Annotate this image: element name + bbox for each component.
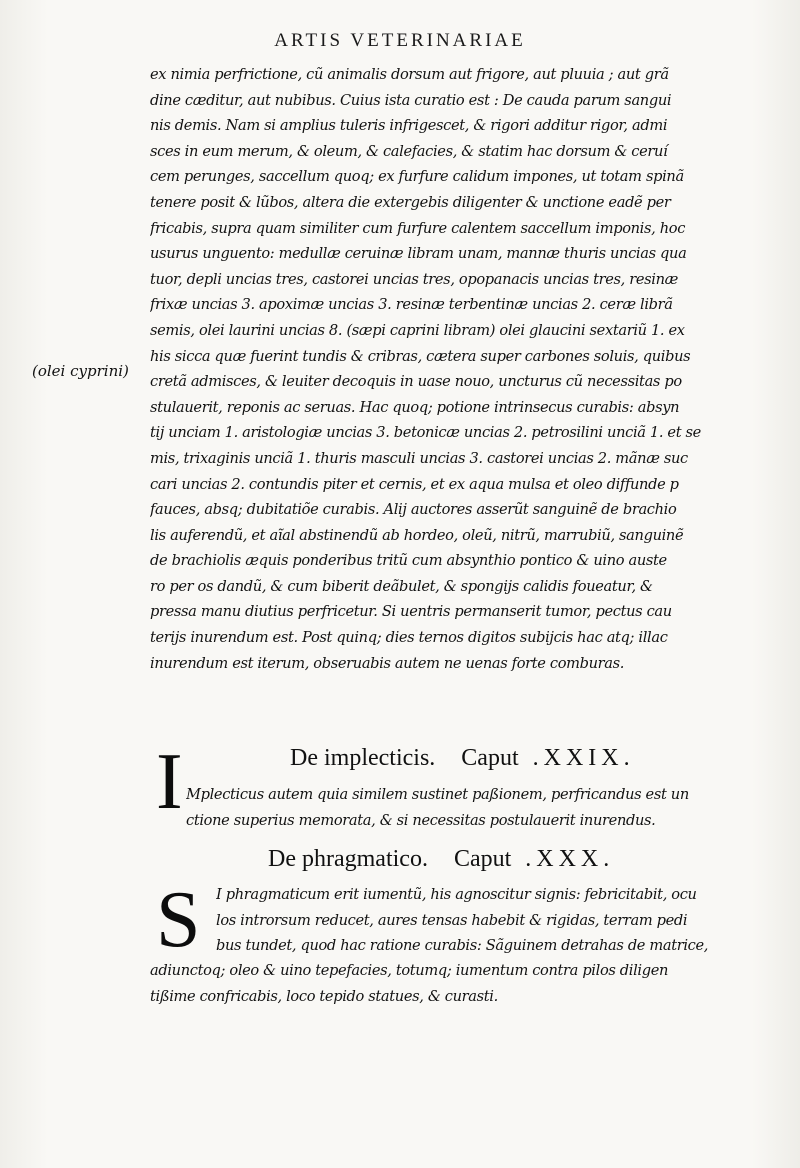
running-head: ARTIS VETERINARIAE: [274, 30, 526, 51]
text-line: nis demis. Nam si amplius tuleris infrigescet, & rigori additur rigor, admi: [150, 117, 668, 135]
text-line: Mplecticus autem quia similem sustinet paßionem, perfricandus est un: [186, 786, 689, 803]
text-line: usurus unguento: medullæ ceruinæ libram unam, mannæ thuris uncias qua: [150, 245, 687, 263]
text-line: frixæ uncias 3. apoximæ uncias 3. resinæ terbentinæ uncias 2. ceræ librã: [150, 296, 673, 314]
text-line: tij unciam 1. aristologiæ uncias 3. betonicæ uncias 2. petrosilini unciã 1. et se: [150, 424, 701, 442]
text-line: cari uncias 2. contundis piter et cernis, et ex aqua mulsa et oleo diffunde p: [150, 475, 679, 493]
text-line: ro per os dandũ, & cum biberit deãbulet, & spongijs calidis foueatur, &: [150, 577, 653, 595]
main-text-block: [150, 62, 772, 676]
text-line: bus tundet, quod hac ratione curabis: Sãguinem detrahas de matrice,: [216, 937, 709, 955]
text-line: pressa manu diutius perfricetur. Si uentris permanserit tumor, pectus cau: [150, 603, 672, 621]
chapter-30-title: De phragmatico.: [268, 846, 428, 872]
chapter-30-heading: [268, 846, 614, 873]
text-line: lis auferendũ, et aĩal abstinendũ ab hordeo, oleũ, nitrũ, marrubiũ, sanguinẽ: [150, 526, 684, 544]
text-line: semis, olei laurini uncias 8. (sæpi caprini libram) olei glaucini sextariũ 1. ex: [150, 321, 685, 339]
text-line: tuor, depli uncias tres, castorei uncias tres, opopanacis uncias tres, resinæ: [150, 270, 679, 288]
text-line: fricabis, supra quam similiter cum furfure calentem saccellum imponis, hoc: [150, 219, 686, 237]
chapter-30-number: .XXX.: [525, 846, 615, 872]
chapter-29-dropcap: I: [156, 738, 183, 826]
chapter-29-title: De implecticis.: [290, 745, 436, 771]
text-line: adiunctoq; oleo & uino tepefacies, totumq; iumentum contra pilos diligen: [150, 962, 669, 979]
text-line: tenere posit & lũbos, altera die extergebis diligenter & unctione eadẽ per: [150, 193, 671, 211]
text-line: cretã admisces, & leuiter decoquis in uase nouo, uncturus cũ necessitas po: [150, 373, 682, 391]
chapter-30-caput: Caput: [453, 846, 512, 872]
text-line: mis, trixaginis unciã 1. thuris masculi uncias 3. castorei uncias 2. mãnæ suc: [150, 449, 688, 467]
text-line: de brachiolis æquis ponderibus tritũ cum absynthio pontico & uino auste: [150, 552, 667, 570]
margin-note: (olei cyprini): [32, 362, 129, 380]
text-line: dine cæditur, aut nubibus. Cuius ista curatio est : De cauda parum sangui: [150, 91, 672, 109]
text-line: cem perunges, saccellum quoq; ex furfure calidum impones, ut totam spinã: [150, 168, 684, 186]
chapter-29-text: [186, 782, 776, 833]
chapter-29-heading: [290, 745, 635, 772]
chapter-29-caput: Caput: [461, 745, 519, 771]
text-line: fauces, absq; dubitatiõe curabis. Alij auctores asserũt sanguinẽ de brachio: [150, 501, 677, 519]
text-line: inurendum est iterum, obseruabis autem ne uenas forte comburas.: [150, 654, 625, 672]
chapter-29-number: .XXIX.: [532, 745, 635, 771]
text-line: sces in eum merum, & oleum, & calefacies, & statim hac dorsum & ceruí: [150, 142, 668, 160]
text-line: ctione superius memorata, & si necessitas postulauerit inurendus.: [186, 811, 656, 829]
chapter-30-dropcap: S: [156, 876, 201, 964]
text-line: ex nimia perfrictione, cũ animalis dorsum aut frigore, aut pluuia ; aut grã: [150, 66, 669, 83]
text-line: tißime confricabis, loco tepido statues, & curasti.: [150, 987, 498, 1005]
text-line: terijs inurendum est. Post quinq; dies ternos digitos subijcis hac atq; illac: [150, 629, 668, 647]
text-line: stulauerit, reponis ac seruas. Hac quoq; potione intrinsecus curabis: absyn: [150, 398, 680, 416]
chapter-30-text-indented: [216, 882, 776, 959]
chapter-30-text-full: [150, 958, 772, 1009]
text-line: I phragmaticum erit iumentũ, his agnoscitur signis: febricitabit, ocu: [216, 886, 697, 903]
text-line: his sicca quæ fuerint tundis & cribras, cætera super carbones soluis, quibus: [150, 347, 691, 365]
text-line: los introrsum reducet, aures tensas habebit & rigidas, terram pedi: [216, 911, 688, 929]
